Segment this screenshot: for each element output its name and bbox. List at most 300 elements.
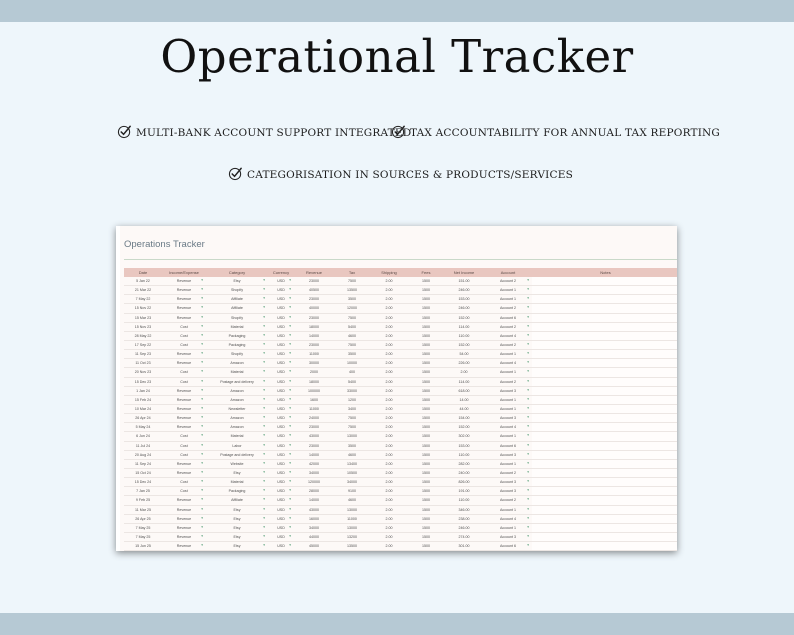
table-cell[interactable]: 114.00 (444, 377, 484, 386)
dropdown-caret-icon[interactable]: ▾ (289, 469, 291, 474)
table-cell[interactable]: 1500 (408, 313, 444, 322)
dropdown-caret-icon[interactable]: ▾ (263, 460, 265, 465)
dropdown-caret-icon[interactable]: ▾ (263, 469, 265, 474)
table-cell[interactable] (268, 432, 294, 441)
table-cell[interactable]: 2000 (294, 368, 334, 377)
table-cell[interactable]: 28 May 22 (124, 331, 162, 340)
table-cell[interactable]: 2.00 (444, 368, 484, 377)
table-cell[interactable]: 152.00 (444, 340, 484, 349)
table-cell[interactable]: 20 Aug 24 (124, 450, 162, 459)
table-cell[interactable]: 20 Nov 23 (124, 368, 162, 377)
table-cell[interactable] (268, 331, 294, 340)
table-cell[interactable]: 15 Dec 24 (124, 478, 162, 487)
table-cell[interactable]: 2.00 (370, 459, 408, 468)
table-cell[interactable]: 2.00 (370, 350, 408, 359)
table-cell[interactable]: 7500 (334, 414, 370, 423)
dropdown-caret-icon[interactable]: ▾ (527, 360, 529, 365)
table-cell[interactable] (484, 414, 532, 423)
table-cell[interactable]: 2.00 (370, 414, 408, 423)
table-cell[interactable]: 44000 (294, 532, 334, 541)
table-cell[interactable]: 1500 (408, 514, 444, 523)
dropdown-caret-icon[interactable]: ▾ (289, 369, 291, 374)
table-cell[interactable]: 2.00 (370, 432, 408, 441)
table-cell[interactable] (206, 496, 268, 505)
table-cell[interactable]: 34000 (334, 478, 370, 487)
notes-cell[interactable] (532, 404, 677, 413)
dropdown-caret-icon[interactable]: ▾ (263, 305, 265, 310)
table-cell[interactable]: 15 Nov 22 (124, 304, 162, 313)
table-cell[interactable]: 1500 (408, 350, 444, 359)
dropdown-caret-icon[interactable]: ▾ (263, 351, 265, 356)
table-cell[interactable] (268, 340, 294, 349)
notes-cell[interactable] (532, 331, 677, 340)
notes-cell[interactable] (532, 523, 677, 532)
table-cell[interactable] (206, 468, 268, 477)
table-cell[interactable] (484, 286, 532, 295)
table-cell[interactable]: 26 Apr 24 (124, 414, 162, 423)
table-cell[interactable]: 1500 (408, 505, 444, 514)
dropdown-caret-icon[interactable]: ▾ (527, 305, 529, 310)
column-header[interactable]: Shipping (370, 268, 408, 277)
notes-cell[interactable] (532, 450, 677, 459)
dropdown-caret-icon[interactable]: ▾ (527, 387, 529, 392)
dropdown-caret-icon[interactable]: ▾ (289, 451, 291, 456)
table-cell[interactable]: 274.00 (444, 532, 484, 541)
table-cell[interactable]: 1500 (408, 468, 444, 477)
table-cell[interactable]: 1500 (408, 286, 444, 295)
table-cell[interactable] (268, 414, 294, 423)
table-cell[interactable]: 1500 (408, 542, 444, 551)
dropdown-caret-icon[interactable]: ▾ (263, 506, 265, 511)
dropdown-caret-icon[interactable]: ▾ (289, 323, 291, 328)
table-cell[interactable]: 9100 (334, 487, 370, 496)
table-cell[interactable]: 400 (334, 368, 370, 377)
dropdown-caret-icon[interactable]: ▾ (201, 387, 203, 392)
dropdown-caret-icon[interactable]: ▾ (527, 341, 529, 346)
table-cell[interactable]: 152.00 (444, 423, 484, 432)
dropdown-caret-icon[interactable]: ▾ (263, 488, 265, 493)
table-cell[interactable]: 1500 (408, 450, 444, 459)
notes-cell[interactable] (532, 505, 677, 514)
table-cell[interactable]: 153.00 (444, 441, 484, 450)
table-cell[interactable]: 23000 (294, 277, 334, 286)
table-cell[interactable] (268, 304, 294, 313)
table-cell[interactable] (484, 395, 532, 404)
table-cell[interactable]: 10 Mar 24 (124, 404, 162, 413)
dropdown-caret-icon[interactable]: ▾ (201, 533, 203, 538)
table-cell[interactable]: 7500 (334, 313, 370, 322)
table-cell[interactable]: 1500 (408, 487, 444, 496)
notes-cell[interactable] (532, 359, 677, 368)
dropdown-caret-icon[interactable]: ▾ (263, 479, 265, 484)
dropdown-caret-icon[interactable]: ▾ (201, 323, 203, 328)
table-cell[interactable]: 15 Nov 23 (124, 322, 162, 331)
dropdown-caret-icon[interactable]: ▾ (201, 488, 203, 493)
table-cell[interactable] (484, 404, 532, 413)
column-header[interactable]: Fees (408, 268, 444, 277)
table-cell[interactable]: 34000 (294, 523, 334, 532)
dropdown-caret-icon[interactable]: ▾ (201, 341, 203, 346)
table-cell[interactable] (484, 432, 532, 441)
table-cell[interactable]: 1 Jan 24 (124, 386, 162, 395)
table-cell[interactable]: 1500 (408, 277, 444, 286)
table-cell[interactable]: 12000 (334, 304, 370, 313)
table-cell[interactable] (162, 277, 206, 286)
dropdown-caret-icon[interactable]: ▾ (201, 278, 203, 282)
table-cell[interactable] (162, 404, 206, 413)
notes-cell[interactable] (532, 295, 677, 304)
table-cell[interactable]: 11000 (294, 404, 334, 413)
notes-cell[interactable] (532, 459, 677, 468)
table-cell[interactable] (206, 414, 268, 423)
dropdown-caret-icon[interactable]: ▾ (263, 433, 265, 438)
table-cell[interactable] (162, 496, 206, 505)
table-cell[interactable] (162, 532, 206, 541)
table-cell[interactable] (162, 395, 206, 404)
notes-cell[interactable] (532, 432, 677, 441)
dropdown-caret-icon[interactable]: ▾ (201, 415, 203, 420)
table-cell[interactable]: 5 Jan 22 (124, 277, 162, 286)
notes-cell[interactable] (532, 441, 677, 450)
table-cell[interactable] (268, 377, 294, 386)
table-cell[interactable] (268, 523, 294, 532)
table-cell[interactable] (268, 395, 294, 404)
table-cell[interactable]: 1500 (408, 496, 444, 505)
table-cell[interactable]: 1500 (408, 478, 444, 487)
column-header[interactable]: Account (484, 268, 532, 277)
table-cell[interactable]: 11 Mar 25 (124, 505, 162, 514)
table-cell[interactable] (162, 368, 206, 377)
table-cell[interactable]: 15 Feb 24 (124, 395, 162, 404)
dropdown-caret-icon[interactable]: ▾ (263, 424, 265, 429)
dropdown-caret-icon[interactable]: ▾ (201, 378, 203, 383)
dropdown-caret-icon[interactable]: ▾ (263, 314, 265, 319)
table-cell[interactable] (162, 523, 206, 532)
table-cell[interactable]: 120000 (294, 478, 334, 487)
dropdown-caret-icon[interactable]: ▾ (289, 506, 291, 511)
table-cell[interactable]: 2.00 (370, 423, 408, 432)
dropdown-caret-icon[interactable]: ▾ (527, 351, 529, 356)
dropdown-caret-icon[interactable]: ▾ (201, 287, 203, 292)
table-cell[interactable] (206, 505, 268, 514)
table-cell[interactable] (484, 313, 532, 322)
dropdown-caret-icon[interactable]: ▾ (201, 369, 203, 374)
table-cell[interactable]: 5400 (334, 322, 370, 331)
notes-cell[interactable] (532, 487, 677, 496)
table-cell[interactable]: 3400 (334, 404, 370, 413)
table-cell[interactable]: 153.00 (444, 295, 484, 304)
table-cell[interactable] (484, 468, 532, 477)
dropdown-caret-icon[interactable]: ▾ (201, 424, 203, 429)
table-cell[interactable] (268, 478, 294, 487)
table-cell[interactable] (162, 340, 206, 349)
table-cell[interactable] (162, 304, 206, 313)
table-cell[interactable] (162, 295, 206, 304)
table-cell[interactable]: 13400 (334, 459, 370, 468)
table-cell[interactable]: 2.00 (370, 322, 408, 331)
dropdown-caret-icon[interactable]: ▾ (289, 515, 291, 520)
notes-cell[interactable] (532, 514, 677, 523)
table-cell[interactable] (484, 542, 532, 551)
table-cell[interactable] (484, 441, 532, 450)
table-cell[interactable] (162, 487, 206, 496)
table-cell[interactable]: 7 May 25 (124, 523, 162, 532)
table-cell[interactable] (484, 459, 532, 468)
dropdown-caret-icon[interactable]: ▾ (201, 442, 203, 447)
dropdown-caret-icon[interactable]: ▾ (527, 396, 529, 401)
table-cell[interactable]: 45000 (294, 542, 334, 551)
table-cell[interactable]: 1500 (408, 404, 444, 413)
table-cell[interactable] (484, 450, 532, 459)
table-cell[interactable]: 7500 (334, 340, 370, 349)
dropdown-caret-icon[interactable]: ▾ (263, 278, 265, 282)
table-cell[interactable] (268, 404, 294, 413)
dropdown-caret-icon[interactable]: ▾ (201, 332, 203, 337)
notes-cell[interactable] (532, 313, 677, 322)
table-cell[interactable]: 2.00 (370, 532, 408, 541)
table-cell[interactable] (162, 286, 206, 295)
dropdown-caret-icon[interactable]: ▾ (263, 360, 265, 365)
notes-cell[interactable] (532, 340, 677, 349)
table-cell[interactable]: 14000 (294, 496, 334, 505)
notes-cell[interactable] (532, 478, 677, 487)
table-cell[interactable]: 1500 (408, 386, 444, 395)
table-cell[interactable]: 26 Apr 25 (124, 514, 162, 523)
table-cell[interactable]: 13500 (334, 542, 370, 551)
table-cell[interactable] (268, 532, 294, 541)
table-cell[interactable] (206, 423, 268, 432)
notes-cell[interactable] (532, 496, 677, 505)
table-cell[interactable]: 618.00 (444, 386, 484, 395)
table-cell[interactable]: 1500 (408, 368, 444, 377)
dropdown-caret-icon[interactable]: ▾ (527, 479, 529, 484)
table-cell[interactable]: 2.00 (370, 478, 408, 487)
dropdown-caret-icon[interactable]: ▾ (527, 369, 529, 374)
table-cell[interactable] (484, 487, 532, 496)
table-cell[interactable]: 7 Jan 25 (124, 487, 162, 496)
dropdown-caret-icon[interactable]: ▾ (289, 479, 291, 484)
table-cell[interactable]: 23000 (294, 340, 334, 349)
table-cell[interactable] (162, 386, 206, 395)
table-cell[interactable]: 11000 (294, 350, 334, 359)
table-cell[interactable]: 34000 (294, 468, 334, 477)
dropdown-caret-icon[interactable]: ▾ (263, 415, 265, 420)
table-cell[interactable] (268, 450, 294, 459)
table-cell[interactable]: 1500 (408, 359, 444, 368)
dropdown-caret-icon[interactable]: ▾ (527, 278, 529, 282)
table-cell[interactable]: 2.00 (370, 359, 408, 368)
column-header[interactable]: Net Income (444, 268, 484, 277)
dropdown-caret-icon[interactable]: ▾ (289, 360, 291, 365)
table-cell[interactable]: 2.00 (370, 505, 408, 514)
table-cell[interactable]: 282.00 (444, 459, 484, 468)
table-cell[interactable] (484, 331, 532, 340)
dropdown-caret-icon[interactable]: ▾ (263, 387, 265, 392)
notes-cell[interactable] (532, 423, 677, 432)
table-cell[interactable]: 2.00 (370, 368, 408, 377)
table-cell[interactable]: 2.00 (370, 468, 408, 477)
notes-cell[interactable] (532, 377, 677, 386)
dropdown-caret-icon[interactable]: ▾ (201, 305, 203, 310)
table-cell[interactable] (484, 523, 532, 532)
table-cell[interactable] (484, 532, 532, 541)
dropdown-caret-icon[interactable]: ▾ (201, 524, 203, 529)
table-cell[interactable] (484, 304, 532, 313)
table-cell[interactable] (162, 313, 206, 322)
dropdown-caret-icon[interactable]: ▾ (201, 469, 203, 474)
dropdown-caret-icon[interactable]: ▾ (527, 415, 529, 420)
dropdown-caret-icon[interactable]: ▾ (263, 287, 265, 292)
table-cell[interactable] (484, 423, 532, 432)
dropdown-caret-icon[interactable]: ▾ (263, 332, 265, 337)
table-cell[interactable] (268, 423, 294, 432)
table-cell[interactable]: 6 Jun 24 (124, 432, 162, 441)
notes-cell[interactable] (532, 542, 677, 551)
table-cell[interactable]: 44.00 (444, 404, 484, 413)
column-header[interactable]: Currency (268, 268, 294, 277)
dropdown-caret-icon[interactable]: ▾ (263, 396, 265, 401)
table-cell[interactable] (162, 359, 206, 368)
table-cell[interactable]: 1500 (408, 523, 444, 532)
table-cell[interactable] (268, 295, 294, 304)
table-cell[interactable] (484, 505, 532, 514)
table-cell[interactable] (268, 459, 294, 468)
table-cell[interactable]: 1500 (408, 304, 444, 313)
table-cell[interactable]: 54.00 (444, 350, 484, 359)
dropdown-caret-icon[interactable]: ▾ (201, 460, 203, 465)
table-cell[interactable]: 2.00 (370, 450, 408, 459)
dropdown-caret-icon[interactable]: ▾ (263, 378, 265, 383)
column-header[interactable]: Revenue (294, 268, 334, 277)
table-cell[interactable]: 33000 (334, 386, 370, 395)
table-cell[interactable] (484, 514, 532, 523)
table-cell[interactable] (162, 505, 206, 514)
dropdown-caret-icon[interactable]: ▾ (263, 524, 265, 529)
table-cell[interactable]: 43000 (294, 432, 334, 441)
table-cell[interactable]: 4600 (334, 496, 370, 505)
dropdown-caret-icon[interactable]: ▾ (201, 296, 203, 301)
table-cell[interactable] (206, 478, 268, 487)
notes-cell[interactable] (532, 322, 677, 331)
table-cell[interactable] (206, 514, 268, 523)
column-header[interactable]: Date (124, 268, 162, 277)
table-cell[interactable] (484, 386, 532, 395)
table-cell[interactable]: 2.00 (370, 295, 408, 304)
table-cell[interactable] (206, 368, 268, 377)
table-cell[interactable]: 2.00 (370, 377, 408, 386)
table-cell[interactable] (268, 386, 294, 395)
dropdown-caret-icon[interactable]: ▾ (263, 515, 265, 520)
table-cell[interactable]: 100000 (294, 386, 334, 395)
table-cell[interactable] (206, 450, 268, 459)
notes-cell[interactable] (532, 414, 677, 423)
table-cell[interactable] (206, 441, 268, 450)
notes-cell[interactable] (532, 350, 677, 359)
table-cell[interactable]: 23000 (294, 313, 334, 322)
table-cell[interactable]: 18000 (294, 322, 334, 331)
table-cell[interactable] (206, 304, 268, 313)
table-cell[interactable] (268, 496, 294, 505)
table-cell[interactable] (206, 359, 268, 368)
dropdown-caret-icon[interactable]: ▾ (289, 396, 291, 401)
dropdown-caret-icon[interactable]: ▾ (263, 296, 265, 301)
dropdown-caret-icon[interactable]: ▾ (201, 360, 203, 365)
table-cell[interactable]: 14000 (294, 331, 334, 340)
table-cell[interactable] (268, 487, 294, 496)
dropdown-caret-icon[interactable]: ▾ (289, 305, 291, 310)
table-cell[interactable]: 2.00 (370, 487, 408, 496)
table-cell[interactable] (206, 350, 268, 359)
dropdown-caret-icon[interactable]: ▾ (289, 287, 291, 292)
table-cell[interactable] (206, 277, 268, 286)
dropdown-caret-icon[interactable]: ▾ (527, 543, 529, 548)
table-cell[interactable] (206, 322, 268, 331)
table-cell[interactable] (268, 322, 294, 331)
notes-cell[interactable] (532, 286, 677, 295)
dropdown-caret-icon[interactable]: ▾ (201, 515, 203, 520)
table-cell[interactable] (484, 496, 532, 505)
dropdown-caret-icon[interactable]: ▾ (289, 524, 291, 529)
table-cell[interactable]: 2.00 (370, 441, 408, 450)
table-cell[interactable] (268, 277, 294, 286)
dropdown-caret-icon[interactable]: ▾ (201, 351, 203, 356)
table-cell[interactable] (162, 322, 206, 331)
column-header[interactable]: Income/Expense (162, 268, 206, 277)
dropdown-caret-icon[interactable]: ▾ (289, 341, 291, 346)
table-cell[interactable]: 14.00 (444, 395, 484, 404)
dropdown-caret-icon[interactable]: ▾ (201, 497, 203, 502)
dropdown-caret-icon[interactable]: ▾ (289, 296, 291, 301)
table-cell[interactable]: 16000 (294, 514, 334, 523)
table-cell[interactable] (162, 441, 206, 450)
table-cell[interactable]: 1500 (408, 459, 444, 468)
table-cell[interactable] (206, 377, 268, 386)
table-cell[interactable] (268, 441, 294, 450)
notes-cell[interactable] (532, 532, 677, 541)
table-cell[interactable] (162, 450, 206, 459)
table-cell[interactable]: 11 Oct 23 (124, 359, 162, 368)
table-cell[interactable] (206, 313, 268, 322)
dropdown-caret-icon[interactable]: ▾ (289, 433, 291, 438)
dropdown-caret-icon[interactable]: ▾ (201, 405, 203, 410)
dropdown-caret-icon[interactable]: ▾ (289, 424, 291, 429)
table-cell[interactable] (268, 514, 294, 523)
table-cell[interactable]: 1500 (408, 395, 444, 404)
table-cell[interactable] (206, 286, 268, 295)
table-cell[interactable] (162, 414, 206, 423)
dropdown-caret-icon[interactable]: ▾ (289, 314, 291, 319)
dropdown-caret-icon[interactable]: ▾ (289, 497, 291, 502)
dropdown-caret-icon[interactable]: ▾ (527, 433, 529, 438)
table-cell[interactable]: 10500 (334, 468, 370, 477)
dropdown-caret-icon[interactable]: ▾ (527, 488, 529, 493)
table-cell[interactable]: 11 Jul 24 (124, 441, 162, 450)
table-cell[interactable]: 1500 (408, 377, 444, 386)
table-cell[interactable]: 2.00 (370, 286, 408, 295)
table-cell[interactable] (268, 505, 294, 514)
table-cell[interactable]: 346.00 (444, 505, 484, 514)
dropdown-caret-icon[interactable]: ▾ (201, 433, 203, 438)
table-cell[interactable] (206, 331, 268, 340)
table-cell[interactable]: 1500 (408, 423, 444, 432)
table-cell[interactable]: 238.00 (444, 514, 484, 523)
table-cell[interactable]: 15 Oct 24 (124, 468, 162, 477)
table-cell[interactable] (484, 277, 532, 286)
table-cell[interactable]: 246.00 (444, 523, 484, 532)
table-cell[interactable]: 301.00 (444, 542, 484, 551)
table-cell[interactable] (484, 377, 532, 386)
table-cell[interactable]: 2.00 (370, 277, 408, 286)
